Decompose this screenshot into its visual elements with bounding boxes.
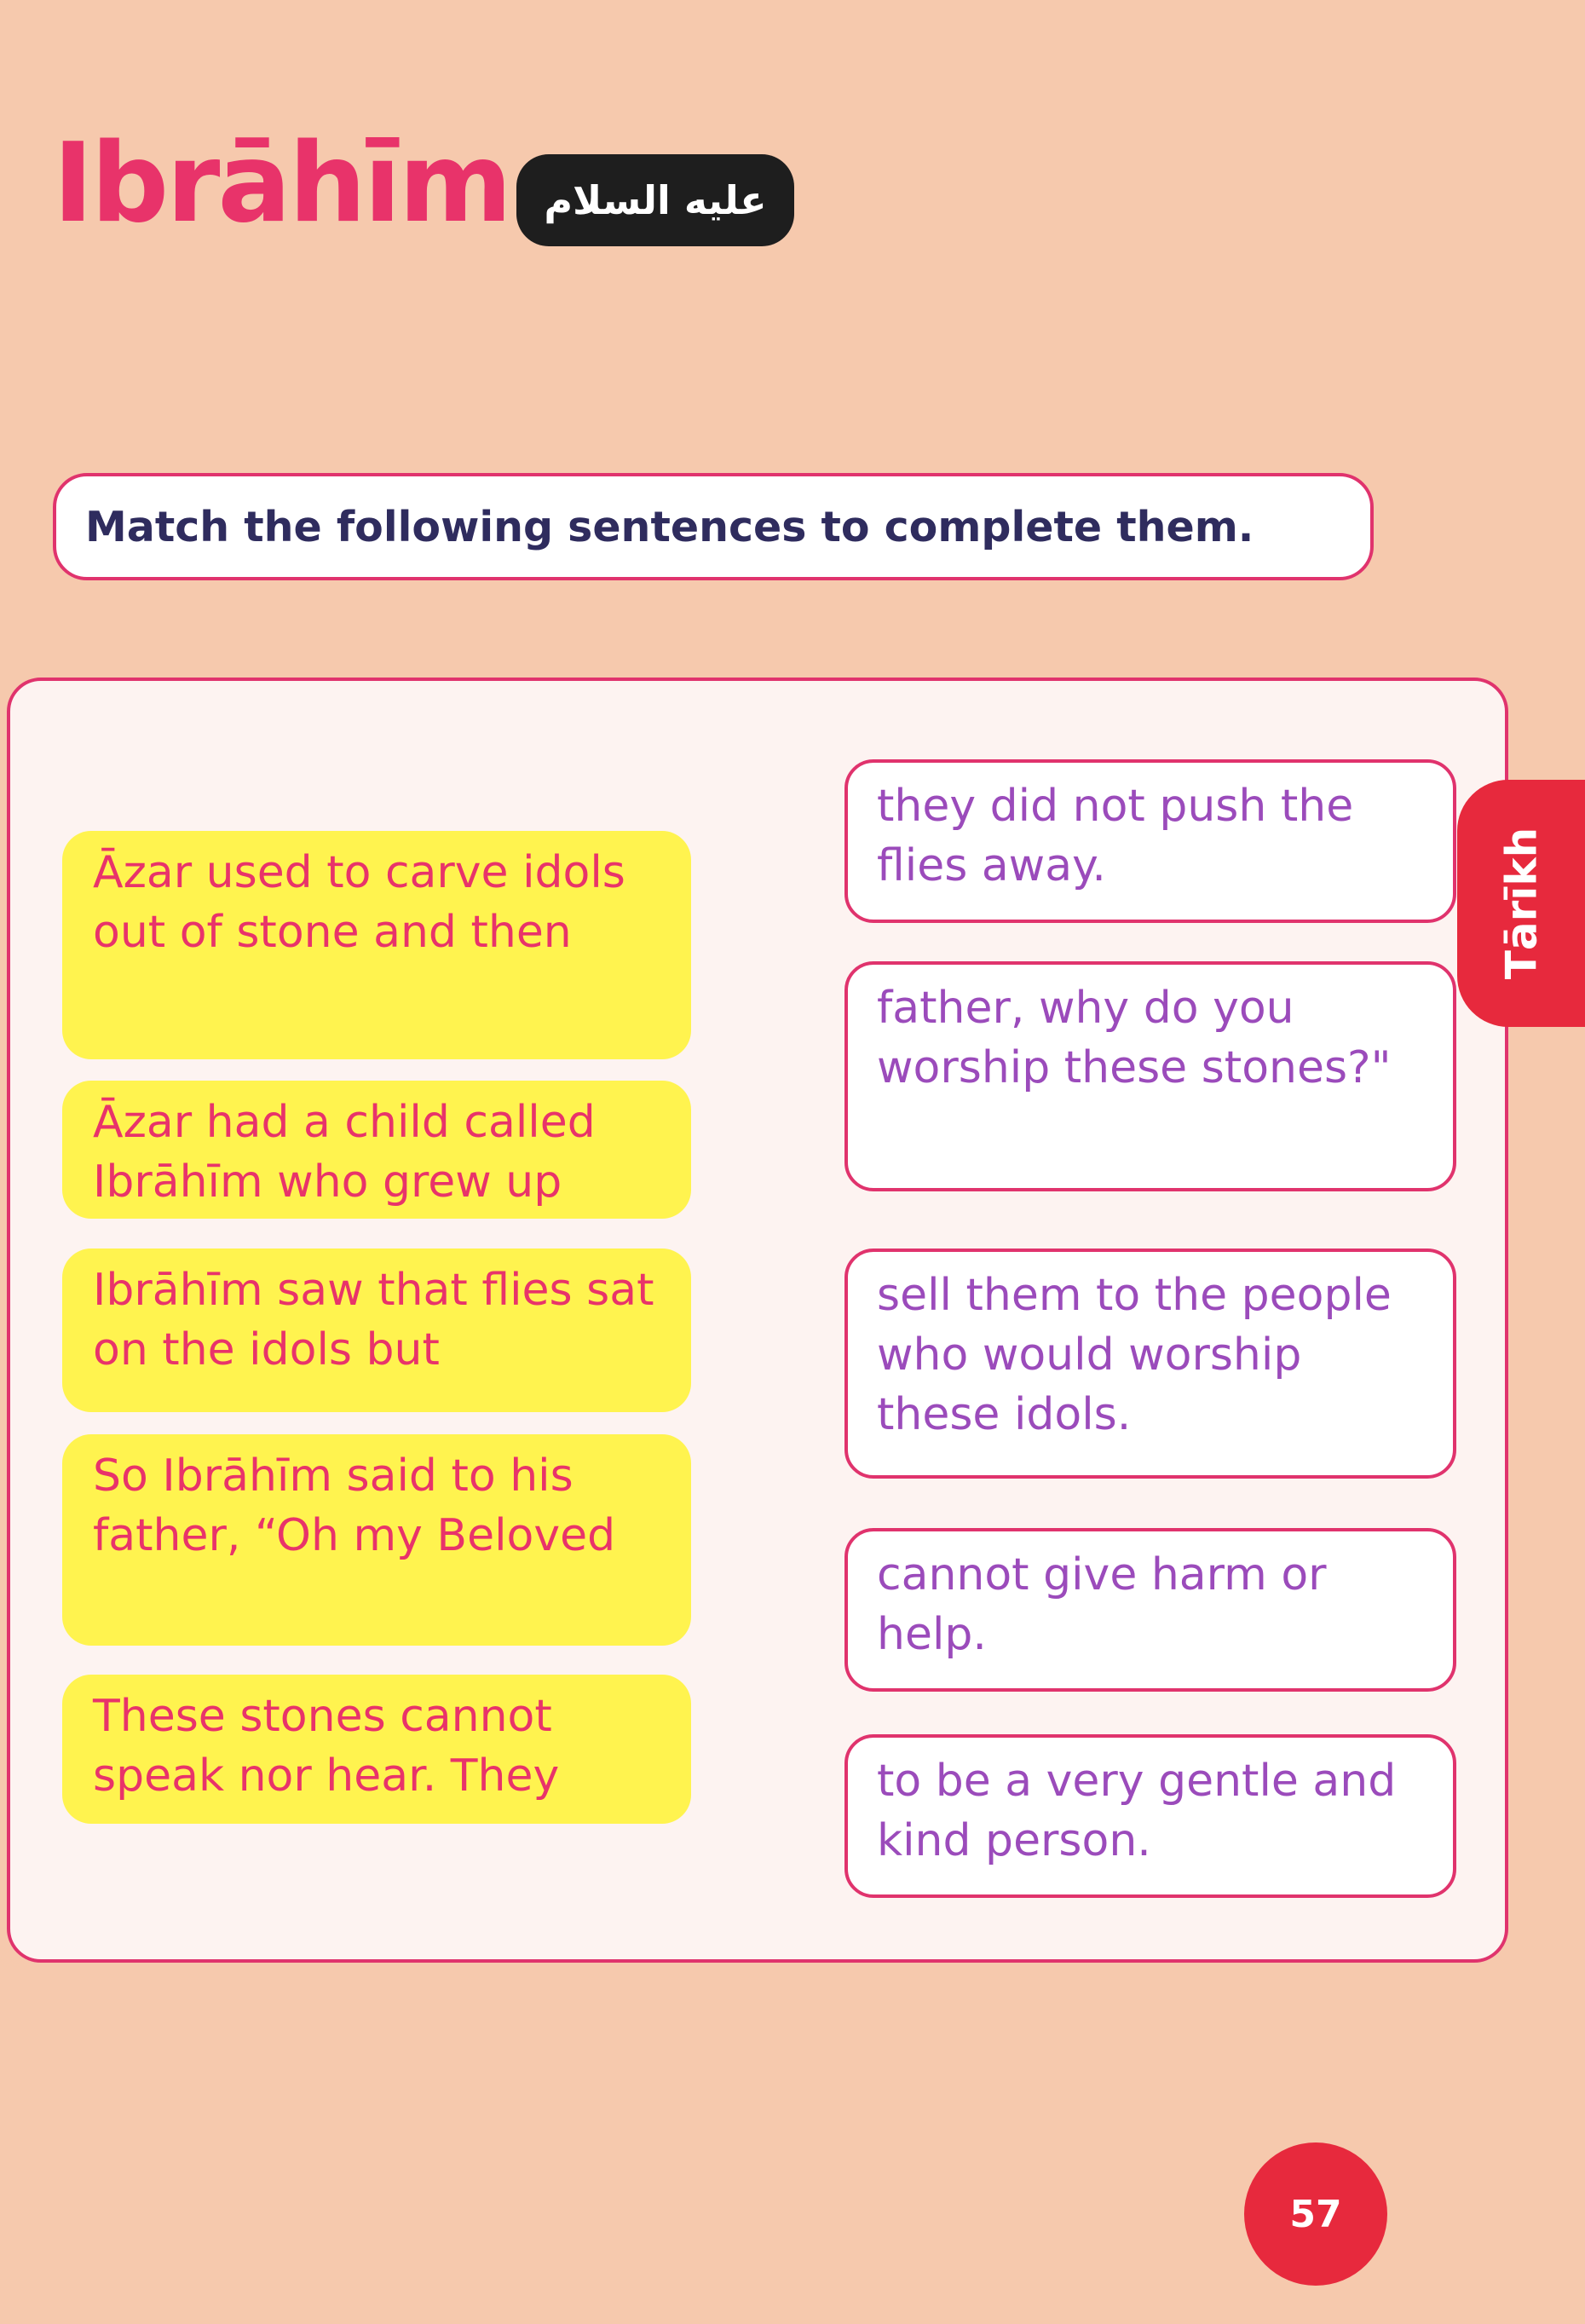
instruction-banner: Match the following sentences to complete them.: [53, 473, 1374, 580]
left-item-text: Āzar had a child called Ibrāhīm who grew up: [93, 1097, 596, 1208]
left-item-text: Ibrāhīm saw that flies sat on the idols but: [93, 1265, 654, 1375]
left-item[interactable]: [62, 831, 691, 1059]
left-item[interactable]: [62, 1249, 691, 1412]
left-item-text: These stones cannot speak nor hear. They: [93, 1691, 560, 1802]
left-item[interactable]: [62, 1434, 691, 1646]
right-item[interactable]: [844, 1528, 1456, 1692]
left-item[interactable]: [62, 1675, 691, 1824]
page-number: 57: [1244, 2142, 1387, 2286]
left-item-text: So Ibrāhīm said to his father, “Oh my Beloved: [93, 1450, 616, 1561]
right-item[interactable]: [844, 759, 1456, 923]
left-item[interactable]: [62, 1081, 691, 1219]
page-title: Ibrāhīm: [53, 120, 510, 247]
section-tab-label: Tārīkh: [1496, 827, 1546, 980]
right-item-text: cannot give harm or help.: [877, 1549, 1327, 1660]
right-item-text: to be a very gentle and kind person.: [877, 1756, 1397, 1866]
left-item-text: Āzar used to carve idols out of stone and then: [93, 847, 625, 958]
right-item[interactable]: [844, 1734, 1456, 1898]
right-item-text: father, why do you worship these stones?": [877, 983, 1392, 1093]
right-item-text: they did not push the flies away.: [877, 781, 1354, 891]
honorific-badge: عليه السلام: [516, 154, 794, 246]
right-item[interactable]: [844, 961, 1456, 1191]
right-item[interactable]: [844, 1249, 1456, 1479]
right-item-text: sell them to the people who would worship these idols.: [877, 1270, 1392, 1440]
section-tab: [1457, 780, 1585, 1027]
